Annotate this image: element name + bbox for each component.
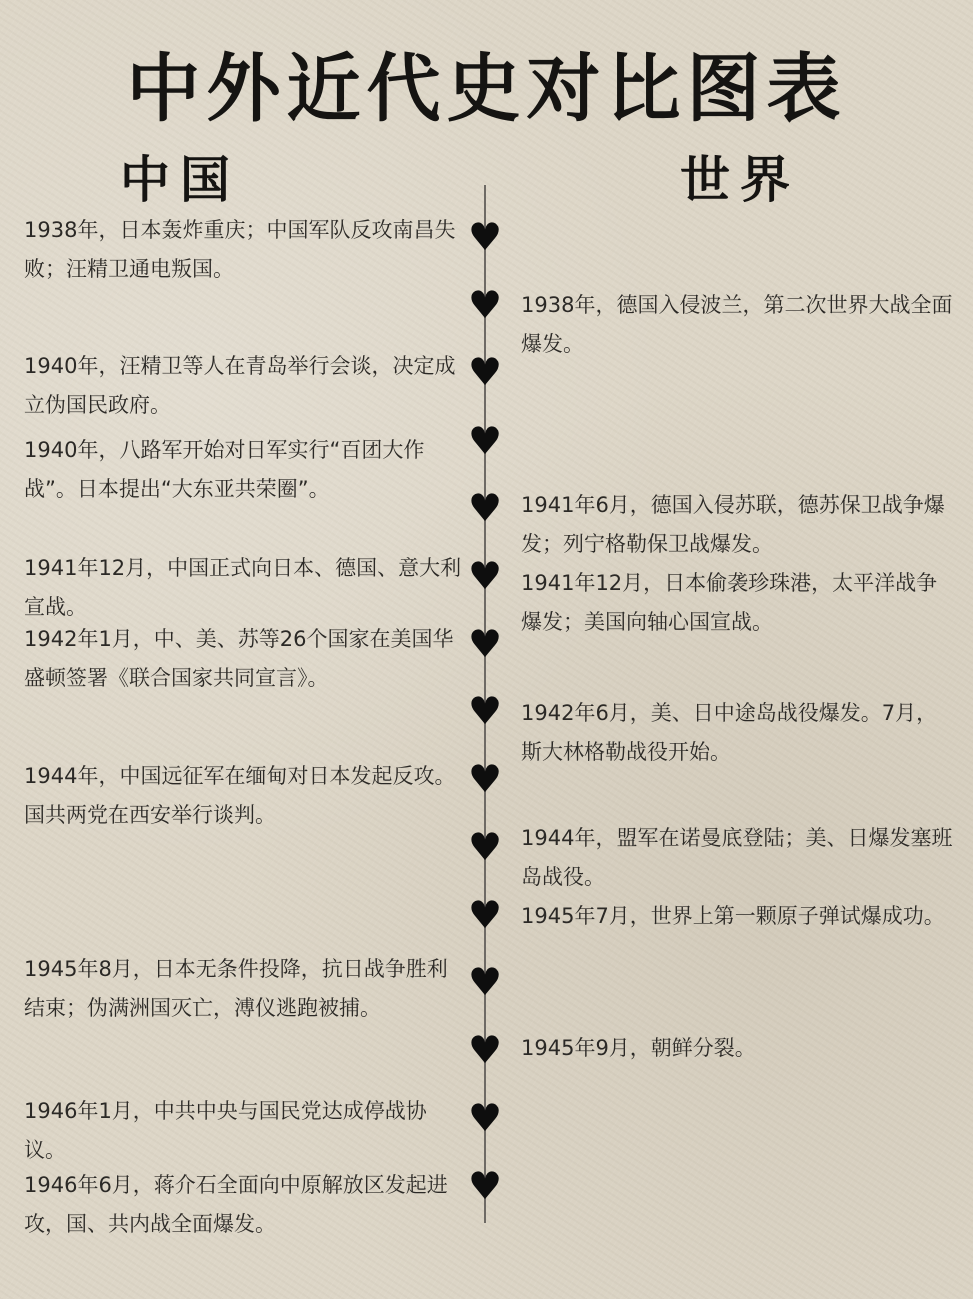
china-event: 1940年，汪精卫等人在青岛举行会谈，决定成立伪国民政府。 (24, 354, 456, 417)
world-event: 1941年6月，德国入侵苏联，德苏保卫战争爆发；列宁格勒保卫战爆发。 (521, 493, 945, 556)
heart-icon: ♥ (467, 960, 503, 1004)
heart-icon: ♥ (467, 689, 503, 733)
heart-icon: ♥ (467, 215, 503, 259)
heart-icon: ♥ (467, 350, 503, 394)
world-event: 1944年，盟军在诺曼底登陆；美、日爆发塞班岛战役。 (521, 826, 953, 889)
world-event: 1938年，德国入侵波兰，第二次世界大战全面爆发。 (521, 293, 953, 356)
china-event: 1938年，日本轰炸重庆；中国军队反攻南昌失败；汪精卫通电叛国。 (24, 218, 456, 281)
heart-icon: ♥ (467, 893, 503, 937)
heart-icon: ♥ (467, 1164, 503, 1208)
china-event: 1942年1月，中、美、苏等26个国家在美国华盛顿签署《联合国家共同宣言》。 (24, 627, 454, 690)
heart-icon: ♥ (467, 1096, 503, 1140)
china-event: 1941年12月，中国正式向日本、德国、意大利宣战。 (24, 556, 462, 619)
world-column-heading: 世界 (680, 150, 800, 209)
world-event: 1942年6月，美、日中途岛战役爆发。7月，斯大林格勒战役开始。 (521, 701, 938, 764)
world-event: 1945年7月，世界上第一颗原子弹试爆成功。 (521, 904, 945, 928)
heart-icon: ♥ (467, 554, 503, 598)
heart-icon: ♥ (467, 622, 503, 666)
china-event: 1945年8月，日本无条件投降，抗日战争胜利结束；伪满洲国灭亡，溥仪逃跑被捕。 (24, 957, 448, 1020)
china-event: 1940年，八路军开始对日军实行“百团大作战”。日本提出“大东亚共荣圈”。 (24, 438, 425, 501)
china-event: 1944年，中国远征军在缅甸对日本发起反攻。国共两党在西安举行谈判。 (24, 764, 456, 827)
china-event: 1946年1月，中共中央与国民党达成停战协议。 (24, 1099, 427, 1162)
heart-icon: ♥ (467, 419, 503, 463)
world-event: 1945年9月，朝鲜分裂。 (521, 1036, 756, 1060)
page-title: 中外近代史对比图表 (126, 46, 847, 132)
heart-icon: ♥ (467, 283, 503, 327)
world-event: 1941年12月，日本偷袭珍珠港，太平洋战争爆发；美国向轴心国宣战。 (521, 571, 938, 634)
heart-icon: ♥ (467, 825, 503, 869)
heart-icon: ♥ (467, 1028, 503, 1072)
heart-icon: ♥ (467, 486, 503, 530)
china-column-heading: 中国 (120, 150, 240, 209)
heart-icon: ♥ (467, 757, 503, 801)
china-event: 1946年6月，蒋介石全面向中原解放区发起进攻，国、共内战全面爆发。 (24, 1173, 448, 1236)
